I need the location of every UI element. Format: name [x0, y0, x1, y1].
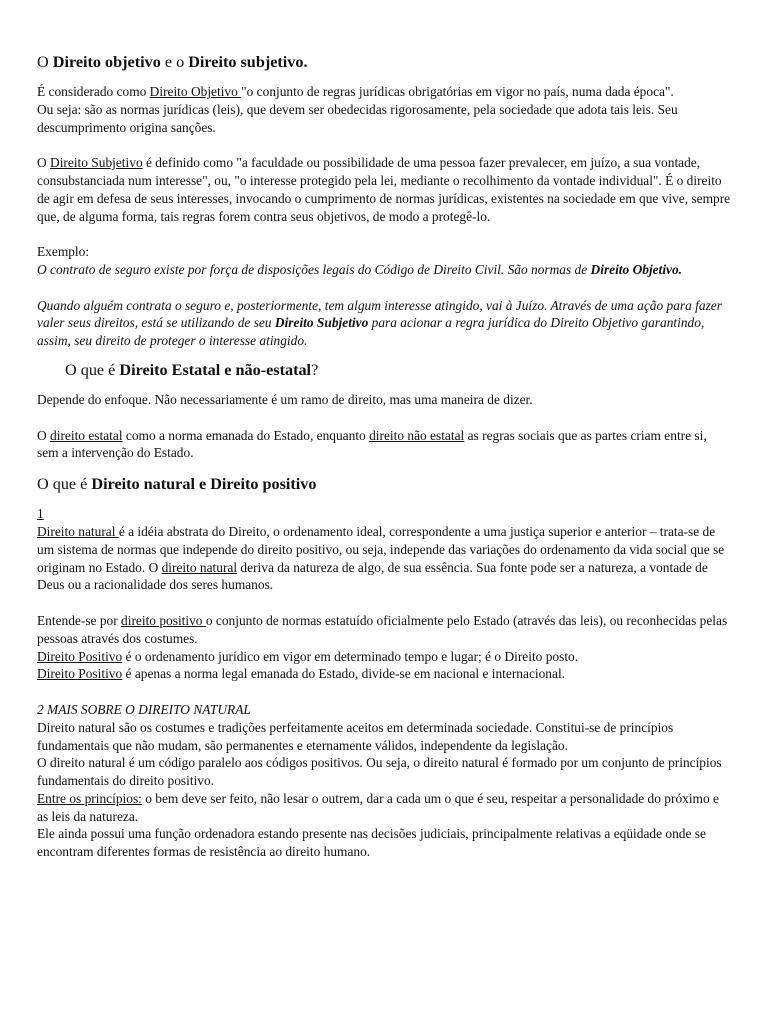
paragraph-ou-seja: Ou seja: são as normas jurídicas (leis), que devem ser obedecidas rigorosamente, pela sociedade que adota tais leis. Seu descumprimento origina sanções.: [37, 101, 678, 135]
example-paragraph-2: Quando alguém contrata o seguro e, posteriormente, tem algum interesse atingido, vai à Juízo. Através de uma ação para fazer valer seus direitos, está se utilizando de seu Direito Subjetivo para acionar a regra jurídica do Direito Objetivo garantindo, assim, seu direito de proteger o interesse atingido.: [37, 297, 722, 349]
term-direito-subjetivo: Direito Subjetivo: [50, 155, 143, 171]
example-label: Exemplo:: [37, 244, 90, 260]
example-paragraph-1: O contrato de seguro existe por força de disposições legais do Código de Direito Civil. São normas de Direito Objetivo.: [37, 261, 683, 277]
item-number-1: 1: [37, 506, 44, 522]
term-direito-positivo-2: Direito Positivo: [37, 648, 123, 664]
paragraph-direito-subjetivo-definicao: O Direito Subjetivo é definido como "a faculdade ou possibilidade de uma pessoa fazer prevalecer, em juízo, a sua vontade, consubstanciada num interesse", ou, "o interesse protegido pela lei, mediante o recolhimento da vontade individual". É o direito de agir em defesa de seus interesses, invocando o cumprimento de normas jurídicas, existentes na sociedade em que vive, sempre que, de alguma forma, tais regras forem contra seus objetivos, de modo a protegê-lo.: [37, 155, 731, 224]
paragraph-depende-enfoque: Depende do enfoque. Não necessariamente é um ramo de direito, mas uma maneira de dizer.: [37, 391, 533, 407]
paragraph-direito-positivo-norma: Direito Positivo é apenas a norma legal emanada do Estado, divide-se em nacional e internacional.: [37, 666, 566, 682]
paragraph-costumes-tradicoes: Direito natural são os costumes e tradições perfeitamente aceitos em determinada sociedade. Constitui-se de princípios fundamentais que não mudam, são permanentes e eternamente válidos, independente da legislação.: [37, 719, 674, 753]
paragraph-direito-positivo-ordenamento: Direito Positivo é o ordenamento jurídico em vigor em determinado tempo e lugar; é o Direito posto.: [37, 648, 579, 664]
term-direito-nao-estatal: direito não estatal: [369, 427, 465, 443]
paragraph-entre-principios: Entre os princípios: o bem deve ser feito, não lesar o outrem, dar a cada um o que é seu, respeitar a personalidade do próximo e as leis da natureza.: [37, 790, 719, 824]
term-direito-natural: Direito natural: [37, 523, 119, 539]
heading-direito-objetivo-subjetivo: O Direito objetivo e o Direito subjetivo.: [37, 53, 308, 71]
heading-direito-natural-positivo: O que é Direito natural e Direito positivo: [37, 475, 317, 494]
paragraph-direito-objetivo-definicao: É considerado como Direito Objetivo "o conjunto de regras jurídicas obrigatórias em vigor no país, numa dada época".: [37, 84, 674, 99]
term-entre-os-principios: Entre os princípios:: [37, 790, 142, 806]
term-direito-positivo: direito positivo: [121, 612, 206, 628]
term-direito-positivo-3: Direito Positivo: [37, 666, 123, 682]
term-direito-estatal: direito estatal: [50, 427, 123, 443]
heading-direito-estatal: O que é Direito Estatal e não-estatal?: [65, 360, 319, 379]
paragraph-direito-positivo-definicao: Entende-se por direito positivo o conjunto de normas estatuído oficialmente pelo Estado (através das leis), ou reconhecidas pelas pessoas através dos costumes.: [37, 612, 728, 646]
paragraph-codigo-paralelo: O direito natural é um código paralelo aos códigos positivos. Ou seja, o direito natural é formado por um conjunto de princípios fundamentais do direito positivo.: [37, 755, 722, 789]
paragraph-direito-estatal-definicao: O direito estatal como a norma emanada do Estado, enquanto direito não estatal as regras sociais que as partes criam entre si, sem a intervenção do Estado.: [37, 427, 707, 461]
term-direito-natural-2: direito natural: [161, 559, 238, 575]
subheading-mais-sobre-direito-natural: 2 MAIS SOBRE O DIREITO NATURAL: [37, 701, 251, 717]
paragraph-direito-natural-definicao: Direito natural é a idéia abstrata do Direito, o ordenamento ideal, correspondente a uma justiça superior e anterior – trata-se de um sistema de normas que independe do direito positivo, ou seja, independe das variações do ordenamento da vida social que se originam no Estado. O direito natural deriva da natureza de algo, de sua essência. Sua fonte pode ser a natureza, a vontade de Deus ou a racionalidade dos seres humanos.: [37, 523, 725, 593]
term-direito-objetivo: Direito Objetivo: [149, 84, 242, 99]
paragraph-funcao-ordenadora: Ele ainda possui uma função ordenadora estando presente nas decisões judiciais, principalmente relativas a eqüidade onde se encontram diferentes formas de resistência ao direito humano.: [37, 826, 706, 860]
